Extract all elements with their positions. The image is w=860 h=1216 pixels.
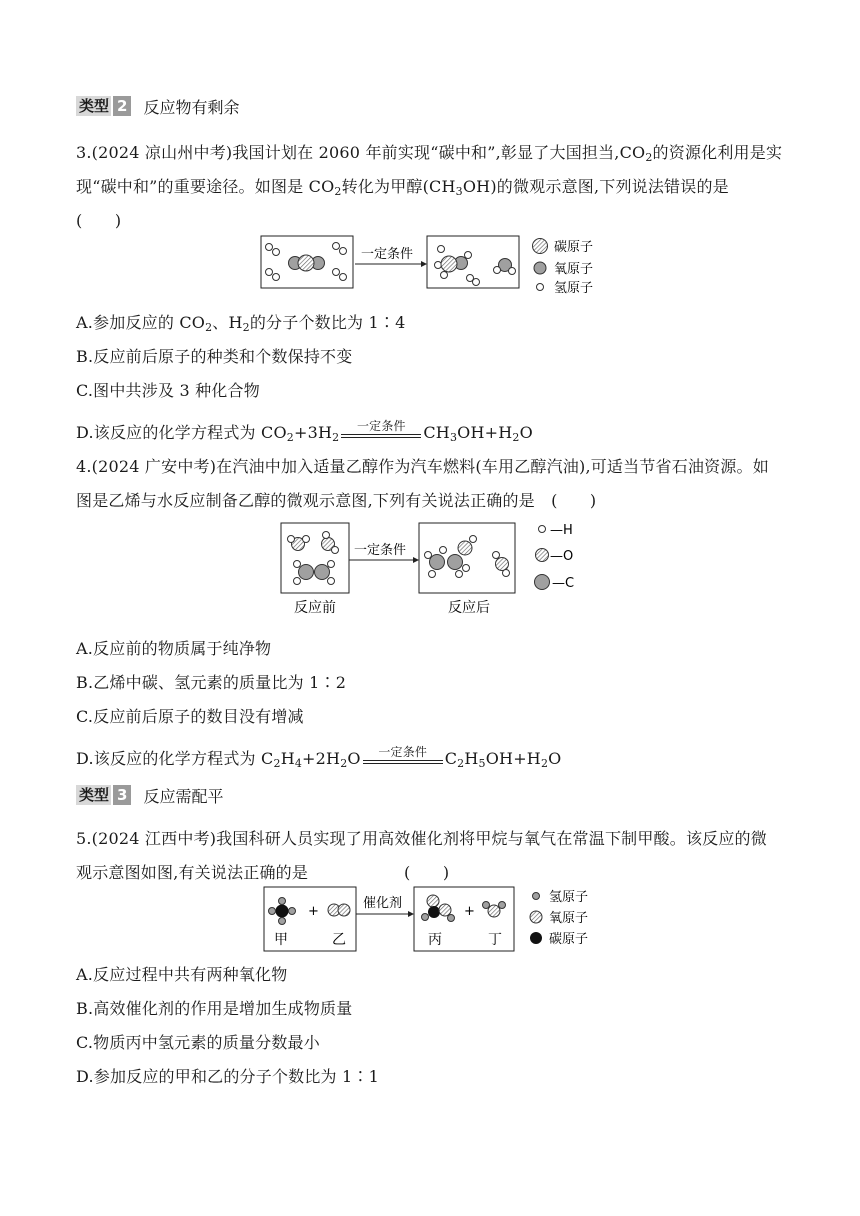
q3-option-d[interactable] xyxy=(76,420,533,444)
q5-answer-paren: ( ) xyxy=(404,863,450,882)
subscript: 3 xyxy=(455,185,463,198)
option-text: O xyxy=(519,423,533,442)
q5-option-a[interactable]: A.反应过程中共有两种氧化物 xyxy=(76,965,288,984)
label-bing: 丙 xyxy=(428,932,442,948)
legend-carbon: 碳原子 xyxy=(549,932,589,947)
legend-oxygen: 氧原子 xyxy=(549,911,589,926)
label-ding: 丁 xyxy=(488,932,502,948)
subscript: 2 xyxy=(273,757,281,770)
q3-option-a[interactable] xyxy=(76,310,406,333)
condition-label: 一定条件 xyxy=(356,418,406,433)
q3-answer-paren: ( ) xyxy=(76,211,122,230)
subscript: 2 xyxy=(286,431,294,444)
subscript: 2 xyxy=(645,151,653,164)
equation-condition-sign xyxy=(363,744,443,770)
subscript: 4 xyxy=(294,757,303,770)
q4-option-c[interactable]: C.反应前后原子的数目没有增减 xyxy=(76,707,304,726)
before-box xyxy=(281,523,349,593)
section-tag-label: 类型 xyxy=(76,96,111,116)
subscript: 2 xyxy=(512,431,520,444)
plus-sign: + xyxy=(308,904,319,919)
reaction-condition: 一定条件 xyxy=(361,247,414,262)
q5-stem-line2: 观示意图如图,有关说法正确的是 xyxy=(76,863,309,882)
subscript: 5 xyxy=(478,757,486,770)
option-text: +2H xyxy=(302,749,341,768)
q5-option-c[interactable]: C.物质丙中氢元素的质量分数最小 xyxy=(76,1033,320,1052)
option-text: +3H xyxy=(294,423,333,442)
option-text: D.该反应的化学方程式为 C xyxy=(76,749,274,768)
subscript: 2 xyxy=(540,757,549,770)
legend-hydrogen: 氢原子 xyxy=(554,281,594,296)
option-text: CH xyxy=(423,423,450,442)
q4-diagram xyxy=(278,520,608,620)
q4-stem-line1: 4.(2024 广安中考)在汽油中加入适量乙醇作为汽车燃料(车用乙醇汽油),可适当节省石油资源。如 xyxy=(76,457,769,476)
legend-carbon: 碳原子 xyxy=(554,240,594,255)
q3-option-c[interactable]: C.图中共涉及 3 种化合物 xyxy=(76,381,260,400)
subscript: 2 xyxy=(334,185,342,198)
q5-option-d[interactable]: D.参加反应的甲和乙的分子个数比为 1∶1 xyxy=(76,1067,379,1086)
q3-text: 的资源化利用是实 xyxy=(652,143,783,162)
section-tag-number: 2 xyxy=(113,96,131,116)
q4-stem-line2: 图是乙烯与水反应制备乙醇的微观示意图,下列有关说法正确的是 ( ) xyxy=(76,491,597,510)
option-text: C xyxy=(444,749,458,768)
legend-c: —C xyxy=(552,576,575,591)
subscript: 2 xyxy=(205,321,213,334)
option-text: 、H xyxy=(212,313,243,332)
section-tag-label: 类型 xyxy=(76,785,111,805)
carbon-atom xyxy=(298,255,314,271)
subscript: 2 xyxy=(340,757,348,770)
q3-text: 现“碳中和”的重要途径。如图是 CO xyxy=(76,177,335,196)
legend-hydrogen: 氢原子 xyxy=(549,890,589,905)
q4-option-d[interactable] xyxy=(76,746,562,770)
q4-option-a[interactable]: A.反应前的物质属于纯净物 xyxy=(76,639,272,658)
q5-option-b[interactable]: B.高效催化剂的作用是增加生成物质量 xyxy=(76,999,353,1018)
option-text: O xyxy=(347,749,361,768)
subscript: 2 xyxy=(242,321,250,334)
section-tag-number: 3 xyxy=(113,785,131,805)
after-label: 反应后 xyxy=(448,600,490,616)
legend-o: —O xyxy=(550,549,574,564)
q3-text: OH)的微观示意图,下列说法错误的是 xyxy=(462,177,729,196)
option-text: OH+H xyxy=(457,423,513,442)
q5-diagram xyxy=(262,884,602,954)
reaction-condition: 一定条件 xyxy=(354,543,407,558)
q3-stem-line1 xyxy=(76,140,782,163)
subscript: 3 xyxy=(449,431,458,444)
label-yi: 乙 xyxy=(332,932,346,948)
legend-h: —H xyxy=(550,523,573,538)
section-title: 反应物有剩余 xyxy=(143,97,240,117)
option-text: 的分子个数比为 1∶4 xyxy=(249,313,406,332)
catalyst-label: 催化剂 xyxy=(363,896,403,911)
option-text: O xyxy=(548,749,562,768)
q3-text: 转化为甲醇(CH xyxy=(341,177,456,196)
before-label: 反应前 xyxy=(294,600,336,616)
section-tag-type2 xyxy=(76,96,239,116)
q4-option-b[interactable]: B.乙烯中碳、氢元素的质量比为 1∶2 xyxy=(76,673,347,692)
condition-label: 一定条件 xyxy=(378,744,428,759)
option-text: H xyxy=(280,749,295,768)
q3-stem-line2 xyxy=(76,174,729,197)
option-text: A.参加反应的 CO xyxy=(76,313,206,332)
label-jia: 甲 xyxy=(274,932,288,948)
subscript: 2 xyxy=(457,757,465,770)
q5-stem-line1: 5.(2024 江西中考)我国科研人员实现了用高效催化剂将甲烷与氧气在常温下制甲酸。该反应的微 xyxy=(76,829,767,848)
option-text: H xyxy=(464,749,479,768)
section-title: 反应需配平 xyxy=(143,786,224,806)
q3-text: 3.(2024 凉山州中考)我国计划在 2060 年前实现“碳中和”,彰显了大国担当,CO xyxy=(76,143,646,162)
q3-option-b[interactable]: B.反应前后原子的种类和个数保持不变 xyxy=(76,347,353,366)
subscript: 2 xyxy=(332,431,340,444)
option-text: OH+H xyxy=(485,749,541,768)
equation-condition-sign xyxy=(341,418,421,444)
option-text: D.该反应的化学方程式为 CO xyxy=(76,423,287,442)
plus-sign: + xyxy=(464,904,475,919)
section-tag-type3 xyxy=(76,785,223,805)
q3-diagram xyxy=(255,232,615,296)
legend-oxygen: 氧原子 xyxy=(554,262,594,277)
